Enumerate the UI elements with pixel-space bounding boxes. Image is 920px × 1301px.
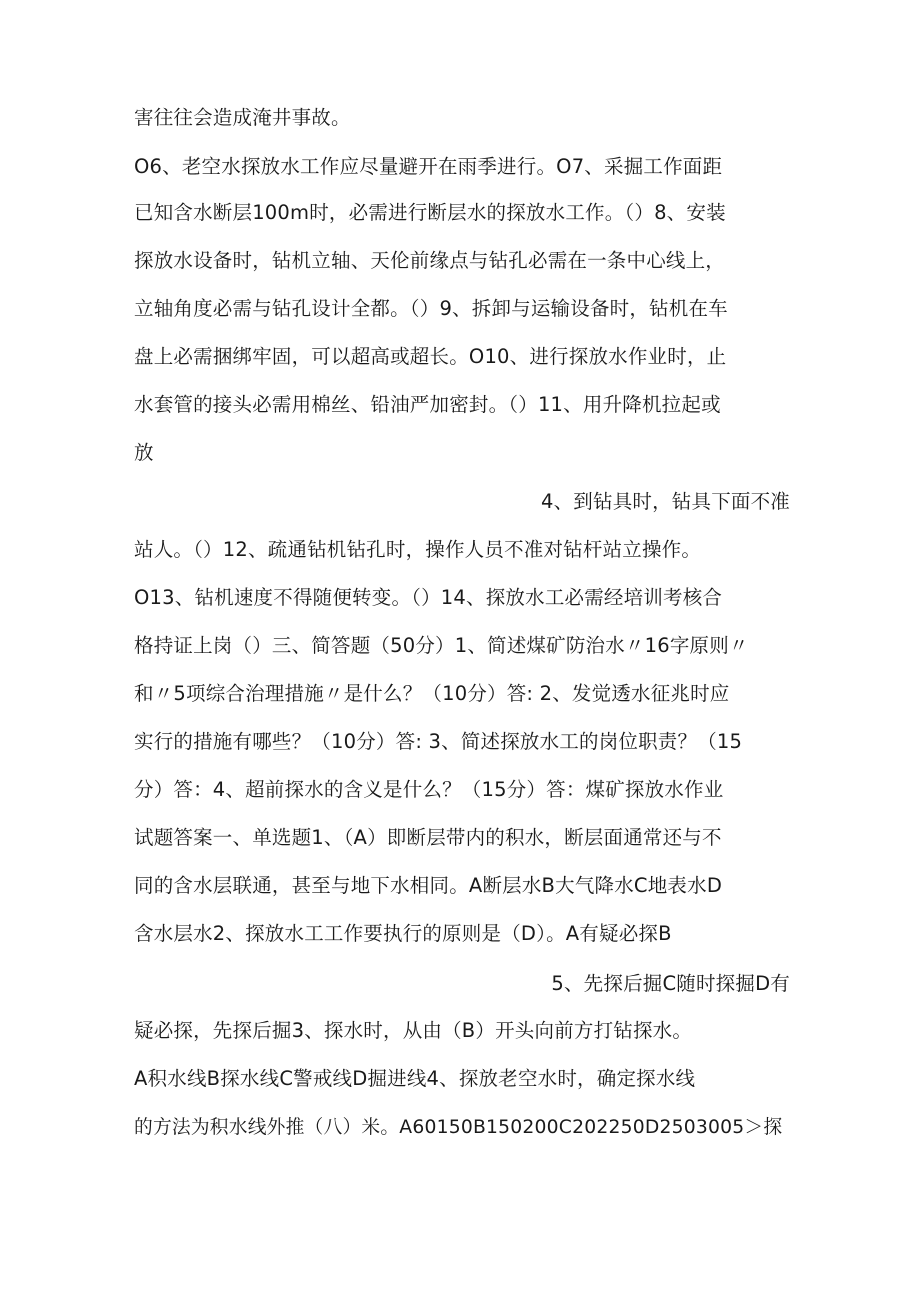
- text-line-21: A积水线B探水线C警戒线D掘进线4、探放老空水时，确定探水线: [134, 1067, 696, 1090]
- text-line-6: 盘上必需捆绑牢固，可以超高或超长。O10、进行探放水作业时，止: [134, 345, 727, 368]
- text-line-14: 实行的措施有哪些？（10分）答: 3、简述探放水工的岗位职责？（15: [134, 730, 743, 753]
- text-line-5: 立轴角度必需与钻孔设计全都。（）9、拆卸与运输设备时，钻机在车: [134, 297, 728, 320]
- text-line-4: 探放水设备时，钻机立轴、天伦前缘点与钻孔必需在一条中心线上，: [134, 249, 726, 272]
- text-line-3: 已知含水断层100m时，必需进行断层水的探放水工作。（）8、安装: [134, 201, 726, 224]
- text-line-17: 同的含水层联通，甚至与地下水相同。A断层水B大气降水C地表水D: [134, 874, 723, 897]
- text-line-13: 和〃5项综合治理措施〃是什么？（10分）答: 2、发觉透水征兆时应: [134, 682, 730, 705]
- text-line-12: 格持证上岗（）三、简答题（50分）1、简述煤矿防治水〃16字原则〃: [134, 634, 749, 657]
- text-line-2: O6、老空水探放水工作应尽量避开在雨季进行。O7、采掘工作面距: [134, 155, 723, 178]
- text-line-18: 含水层水2、探放水工工作要执行的原则是（D）。A有疑必探B: [134, 922, 672, 945]
- text-line-10: 站人。（）12、疏通钻机钻孔时，操作人员不准对钻杆站立操作。: [134, 538, 702, 561]
- text-line-9: 4、到钻具时，钻具下面不准: [540, 490, 790, 513]
- text-line-1: 害往往会造成淹井事故。: [134, 106, 351, 129]
- text-line-11: O13、钻机速度不得随便转变。（）14、探放水工必需经培训考核合: [134, 586, 723, 609]
- text-line-15: 分）答：4、超前探水的含义是什么？（15分）答：煤矿探放水作业: [134, 778, 724, 801]
- text-line-22: 的方法为积水线外推（八）米。A60150B150200C202250D2503005＞探: [134, 1117, 783, 1138]
- text-line-8: 放: [134, 441, 154, 464]
- text-line-16: 试题答案一、单选题1、（A）即断层带内的积水，断层面通常还与不: [134, 826, 722, 849]
- text-line-7: 水套管的接头必需用棉丝、铅油严加密封。（）11、用升降机拉起或: [134, 393, 721, 416]
- text-line-20: 疑必探，先探后掘3、探水时，从由（B）开头向前方打钻探水。: [134, 1019, 693, 1042]
- text-line-19: 5、先探后掘C随时探掘D有: [551, 972, 790, 995]
